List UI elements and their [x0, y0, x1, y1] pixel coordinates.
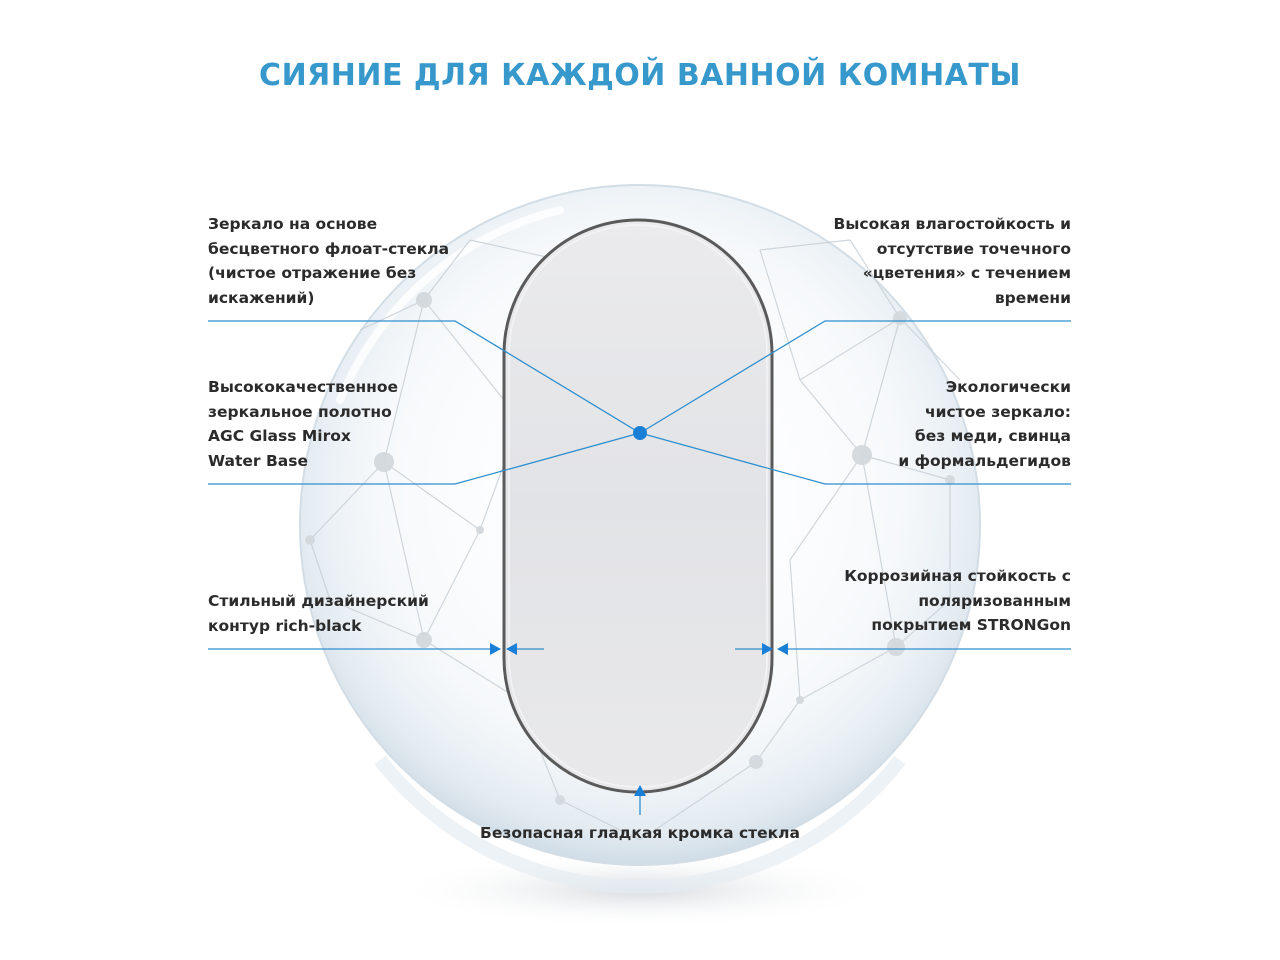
callout-mid-right: Экологически чистое зеркало: без меди, свинца и формальдегидов — [898, 378, 1071, 470]
oval-mirror — [504, 220, 772, 792]
page-title: СИЯНИЕ ДЛЯ КАЖДОЙ ВАННОЙ КОМНАТЫ — [259, 58, 1021, 93]
callout-top-right: Высокая влагостойкость и отсутствие точечного «цветения» с течением времени — [833, 215, 1071, 307]
callout-top-left: Зеркало на основе бесцветного флоат-стекла (чистое отражение без искажений) — [208, 215, 450, 307]
callout-mid-left: Высококачественное зеркальное полотно AGC Glass Mirox Water Base — [208, 378, 399, 470]
callout-bottom: Безопасная гладкая кромка стекла — [480, 824, 800, 842]
callout-low-right: Коррозийная стойкость с поляризованным покрытием STRONGon — [844, 567, 1071, 634]
focus-dot — [633, 426, 647, 440]
callout-low-left: Стильный дизайнерский контур rich-black — [208, 592, 429, 635]
